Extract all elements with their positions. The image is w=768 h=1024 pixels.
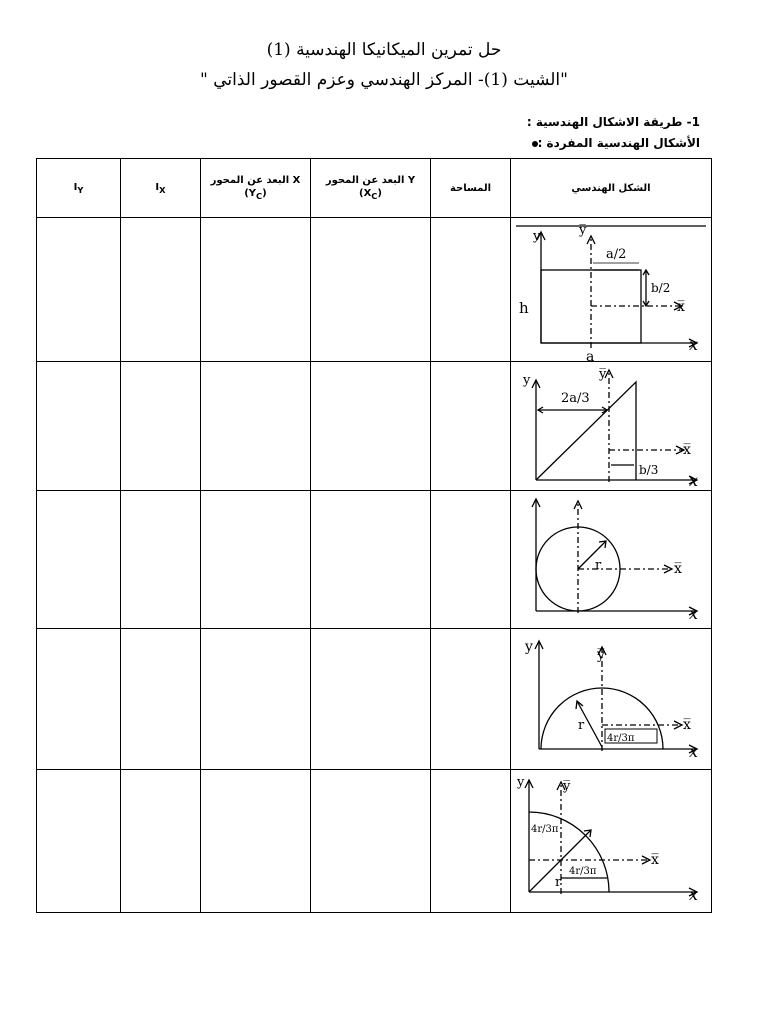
svg-text:x̅: x̅ [677,299,685,315]
svg-text:x̅: x̅ [683,442,691,458]
iy-cell[interactable] [37,629,121,770]
svg-text:y: y [523,373,531,388]
shape-cell [511,362,712,491]
shape-cell [511,218,712,362]
yc-cell[interactable] [201,218,311,362]
svg-text:x: x [689,471,699,490]
quarter-circle-sketch [511,770,711,912]
ix-cell[interactable] [121,218,201,362]
col-iy: $I_Y$ [37,159,121,218]
svg-text:4r/3π: 4r/3π [607,733,635,744]
col-shape: الشكل الهندسي [511,159,712,218]
col-xc: البعد عن المحور Y $(X_C)$ [311,159,431,218]
semicircle-sketch [511,629,711,769]
yc-cell[interactable] [201,629,311,770]
rectangle-sketch [511,218,711,361]
section-heading: 1- طريقة الاشكال الهندسية : [526,115,700,129]
svg-text:r: r [555,875,562,890]
subsection-heading [524,136,700,150]
table-row [37,491,712,629]
svg-text:x: x [689,742,699,761]
properties-table [36,158,712,913]
col-area: المساحة [431,159,511,218]
table-row [37,770,712,913]
page-subtitle: "الشيت (1)- المركز الهندسي وعزم القصور الذاتي " [200,70,568,90]
xc-cell[interactable] [311,770,431,913]
ix-cell[interactable] [121,770,201,913]
col-ix: $I_X$ [121,159,201,218]
yc-cell[interactable] [201,362,311,491]
shape-cell [511,770,712,913]
svg-text:x: x [689,604,699,623]
area-cell[interactable] [431,629,511,770]
svg-text:x̅: x̅ [683,717,691,733]
svg-text:x̅: x̅ [651,852,659,868]
yc-cell[interactable] [201,491,311,629]
shape-cell [511,629,712,770]
yc-cell[interactable] [201,770,311,913]
table-row [37,362,712,491]
triangle-sketch [511,362,711,490]
svg-text:r: r [578,718,585,733]
page-title: حل تمرين الميكانيكا الهندسية (1) [266,40,502,60]
svg-text:2a/3: 2a/3 [561,391,590,406]
area-cell[interactable] [431,218,511,362]
svg-text:4r/3π: 4r/3π [531,824,559,835]
circle-sketch [511,491,711,628]
area-cell[interactable] [431,362,511,491]
svg-text:y̅: y̅ [563,779,571,794]
iy-cell[interactable] [37,218,121,362]
xc-cell[interactable] [311,491,431,629]
iy-cell[interactable] [37,362,121,491]
area-cell[interactable] [431,770,511,913]
svg-text:y: y [525,639,533,655]
svg-text:a/2: a/2 [606,247,627,262]
table-row [37,629,712,770]
ix-cell[interactable] [121,629,201,770]
svg-text:x: x [689,885,699,904]
svg-text:b/3: b/3 [639,463,659,477]
svg-text:y: y [533,229,541,244]
svg-text:x̅: x̅ [674,561,682,577]
svg-text:y̅: y̅ [599,367,607,382]
table-header-row [37,159,712,218]
subsection-label: الأشكال الهندسية المفردة : [537,136,700,150]
ix-cell[interactable] [121,491,201,629]
iy-cell[interactable] [37,770,121,913]
svg-text:4r/3π: 4r/3π [569,866,597,877]
svg-text:b/2: b/2 [651,281,671,295]
svg-text:a: a [586,349,595,361]
table-row [37,218,712,362]
ix-cell[interactable] [121,362,201,491]
xc-cell[interactable] [311,362,431,491]
area-cell[interactable] [431,491,511,629]
svg-text:x: x [689,335,699,354]
shape-cell [511,491,712,629]
svg-text:r: r [595,558,602,573]
xc-cell[interactable] [311,218,431,362]
svg-text:y̅: y̅ [579,223,587,238]
svg-text:h: h [519,299,529,317]
col-yc: البعد عن المحور X $(Y_C)$ [201,159,311,218]
svg-text:y: y [517,775,525,790]
iy-cell[interactable] [37,491,121,629]
svg-text:y̅: y̅ [597,647,605,663]
xc-cell[interactable] [311,629,431,770]
